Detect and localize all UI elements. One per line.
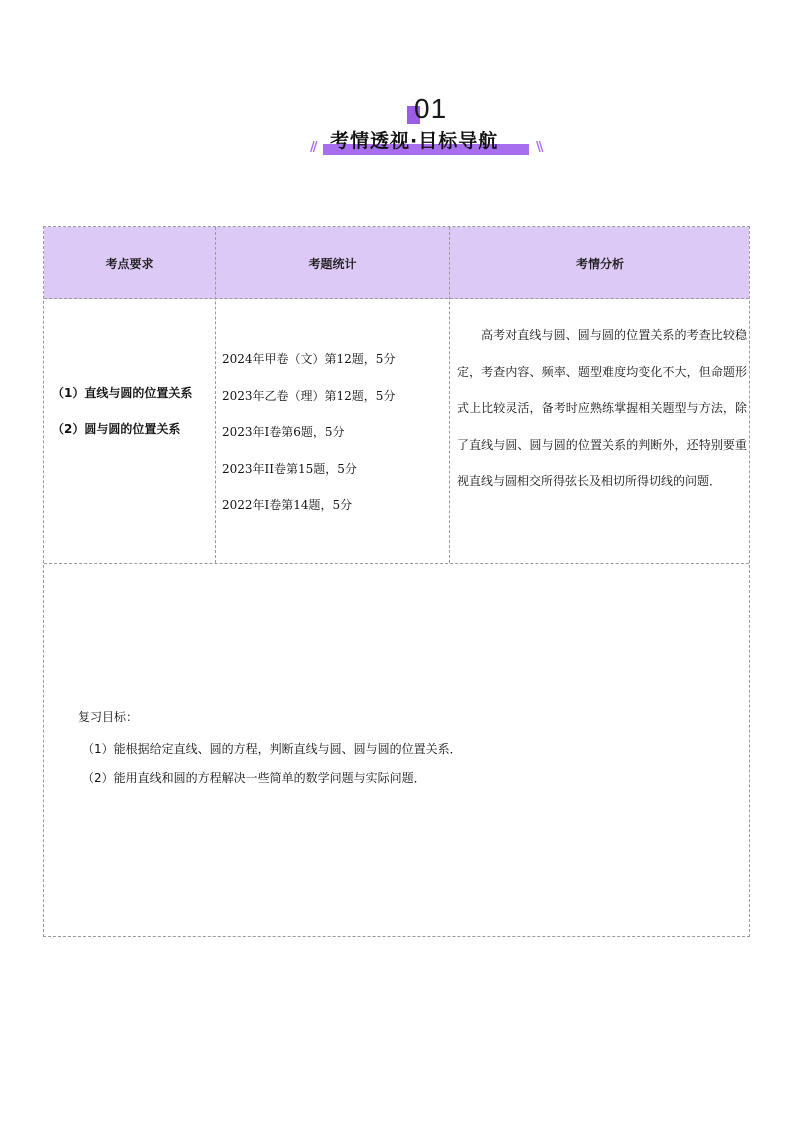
review-goal-item: （1）能根据给定直线、圆的方程，判断直线与圆、圆与圆的位置关系．	[82, 742, 462, 756]
analysis-text: 高考对直线与圆、圆与圆的位置关系的考查比较稳定，考查内容、频率、题型难度均变化不大，但命题形式上比较灵活，备考时应熟练掌握相关题型与方法，除了直线与圆、圆与圆的位置关系的判断外，还特别要重视直线与圆相交所得弦长及相切所得切线的问题．	[457, 328, 747, 489]
row-divider	[44, 563, 749, 564]
exam-analysis-table	[43, 226, 750, 937]
requirements-cell	[52, 375, 216, 447]
requirement-item: （2）圆与圆的位置关系	[52, 422, 181, 436]
statistics-cell	[222, 341, 452, 524]
header-requirements: 考点要求	[105, 256, 154, 271]
review-goal-item: （2）能用直线和圆的方程解决一些简单的数学问题与实际问题．	[82, 771, 426, 785]
review-goals	[78, 705, 718, 793]
section-number: 01	[414, 93, 448, 124]
statistic-item: 2022年I卷第14题，5分	[222, 498, 353, 512]
review-goals-label: 复习目标：	[78, 710, 139, 724]
statistic-item: 2024年甲卷（文）第12题，5分	[222, 352, 396, 366]
right-decor-slashes: \\	[536, 140, 542, 155]
statistic-item: 2023年I卷第6题，5分	[222, 425, 345, 439]
header-analysis: 考情分析	[575, 256, 624, 271]
statistic-item: 2023年II卷第15题，5分	[222, 461, 357, 476]
requirement-item: （1）直线与圆的位置关系	[52, 386, 193, 400]
left-decor-slashes: //	[310, 140, 316, 155]
section-title: 考情透视·目标导航	[330, 130, 499, 152]
statistic-item: 2023年乙卷（理）第12题，5分	[222, 388, 396, 403]
header-statistics: 考题统计	[308, 256, 357, 271]
